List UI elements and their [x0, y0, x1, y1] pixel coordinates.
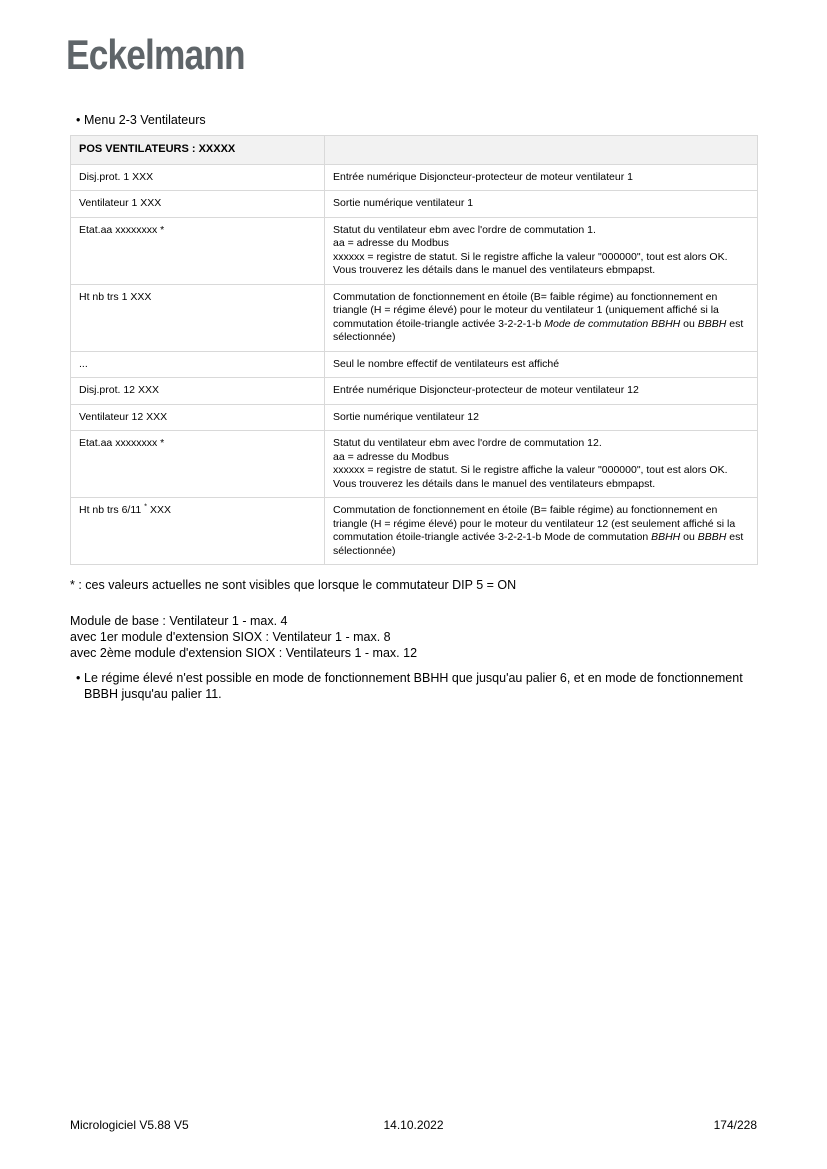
table-row — [71, 164, 758, 191]
page-content — [70, 112, 757, 702]
table-body — [71, 164, 758, 565]
param-name-cell: Ventilateur 12 XXX — [71, 404, 325, 431]
description-paragraph: aa = adresse du Modbus — [333, 450, 449, 463]
menu-bullet-label: Menu 2-3 Ventilateurs — [84, 113, 206, 127]
table-header-empty-cell — [325, 136, 758, 165]
footer-date: 14.10.2022 — [383, 1118, 444, 1132]
param-name-cell: ... — [71, 351, 325, 378]
table-row — [71, 431, 758, 498]
description-paragraph: Entrée numérique Disjoncteur-protecteur de moteur ventilateur 12 — [333, 384, 639, 396]
table-row — [71, 191, 758, 218]
table-row — [71, 217, 758, 284]
footer-firmware-version: Micrologiciel V5.88 V5 — [70, 1118, 189, 1132]
regime-note-bullet-item — [70, 670, 757, 702]
description-paragraph: Commutation de fonctionnement en étoile (B= faible régime) au fonctionnement en triangle (H = régime élevé) pour le moteur du ventilateur 1 (uniquement affiché si la commutation étoile-triangle activée 3-2-2-1-b Mode de commutation BBHH ou BBBH est sélectionnée) — [333, 290, 744, 343]
bullet-icon: • — [76, 113, 81, 127]
asterisk-note: * : ces valeurs actuelles ne sont visibles que lorsque le commutateur DIP 5 = ON — [70, 578, 517, 592]
param-description-cell — [325, 431, 758, 498]
description-paragraph: Sortie numérique ventilateur 12 — [333, 410, 479, 423]
description-paragraph: Statut du ventilateur ebm avec l'ordre de commutation 1. — [333, 223, 596, 236]
param-description-cell — [325, 498, 758, 565]
description-paragraph: xxxxxx = registre de statut. Si le registre affiche la valeur "000000", tout est alors OK. Vous trouverez les détails dans le manuel des ventilateurs ebmpapst. — [333, 464, 728, 490]
table-row — [71, 498, 758, 565]
param-name-cell: Ht nb trs 1 XXX — [71, 284, 325, 351]
param-name-cell: Etat.aa xxxxxxxx * — [71, 217, 325, 284]
module-line-base: Module de base : Ventilateur 1 - max. 4 — [70, 614, 288, 628]
module-info-block — [70, 613, 757, 661]
param-name-cell: Ht nb trs 6/11 * XXX — [71, 498, 325, 565]
description-paragraph: Commutation de fonctionnement en étoile (B= faible régime) au fonctionnement en triangle (H = régime élevé) pour le moteur du ventilateur 12 (est seulement affiché si la commutation étoile-triangle activée 3-2-2-1-b Mode de commutation BBHH ou BBBH est sélectionnée) — [333, 504, 744, 557]
table-row — [71, 351, 758, 378]
page-footer — [70, 1118, 757, 1133]
eckelmann-logo: Eckelmann — [66, 31, 245, 78]
menu-bullet-item — [70, 112, 757, 128]
param-description-cell — [325, 378, 758, 405]
regime-note-text: Le régime élevé n'est possible en mode de fonctionnement BBHH que jusqu'au palier 6, et en mode de fonctionnement BBBH jusqu'au palier 11. — [84, 671, 743, 701]
table-row — [71, 404, 758, 431]
param-description-cell — [325, 351, 758, 378]
description-paragraph: Sortie numérique ventilateur 1 — [333, 197, 474, 209]
param-description-cell — [325, 191, 758, 218]
param-name-cell: Ventilateur 1 XXX — [71, 191, 325, 218]
param-description-cell — [325, 284, 758, 351]
description-paragraph: Seul le nombre effectif de ventilateurs est affiché — [333, 357, 560, 370]
param-description-cell — [325, 217, 758, 284]
param-description-cell — [325, 164, 758, 191]
description-paragraph: xxxxxx = registre de statut. Si le registre affiche la valeur "000000", tout est alors OK. Vous trouverez les détails dans le manuel des ventilateurs ebmpapst. — [333, 250, 728, 276]
table-header-row — [71, 136, 758, 165]
module-line-siox2: avec 2ème module d'extension SIOX : Ventilateurs 1 - max. 12 — [70, 646, 418, 660]
description-paragraph: Statut du ventilateur ebm avec l'ordre de commutation 12. — [333, 437, 602, 449]
param-name-cell: Disj.prot. 12 XXX — [71, 378, 325, 405]
param-name-cell: Disj.prot. 1 XXX — [71, 164, 325, 191]
table-row — [71, 284, 758, 351]
param-name-cell: Etat.aa xxxxxxxx * — [71, 431, 325, 498]
module-line-siox1: avec 1er module d'extension SIOX : Ventilateur 1 - max. 8 — [70, 630, 391, 644]
description-paragraph: Entrée numérique Disjoncteur-protecteur de moteur ventilateur 1 — [333, 170, 633, 183]
param-description-cell — [325, 404, 758, 431]
bullet-icon: • — [76, 671, 81, 685]
footer-page-number: 174/228 — [713, 1118, 757, 1132]
table-row — [71, 378, 758, 405]
ventilateurs-table — [70, 135, 758, 565]
table-header-title: POS VENTILATEURS : XXXXX — [71, 136, 325, 165]
description-paragraph: aa = adresse du Modbus — [333, 237, 449, 249]
